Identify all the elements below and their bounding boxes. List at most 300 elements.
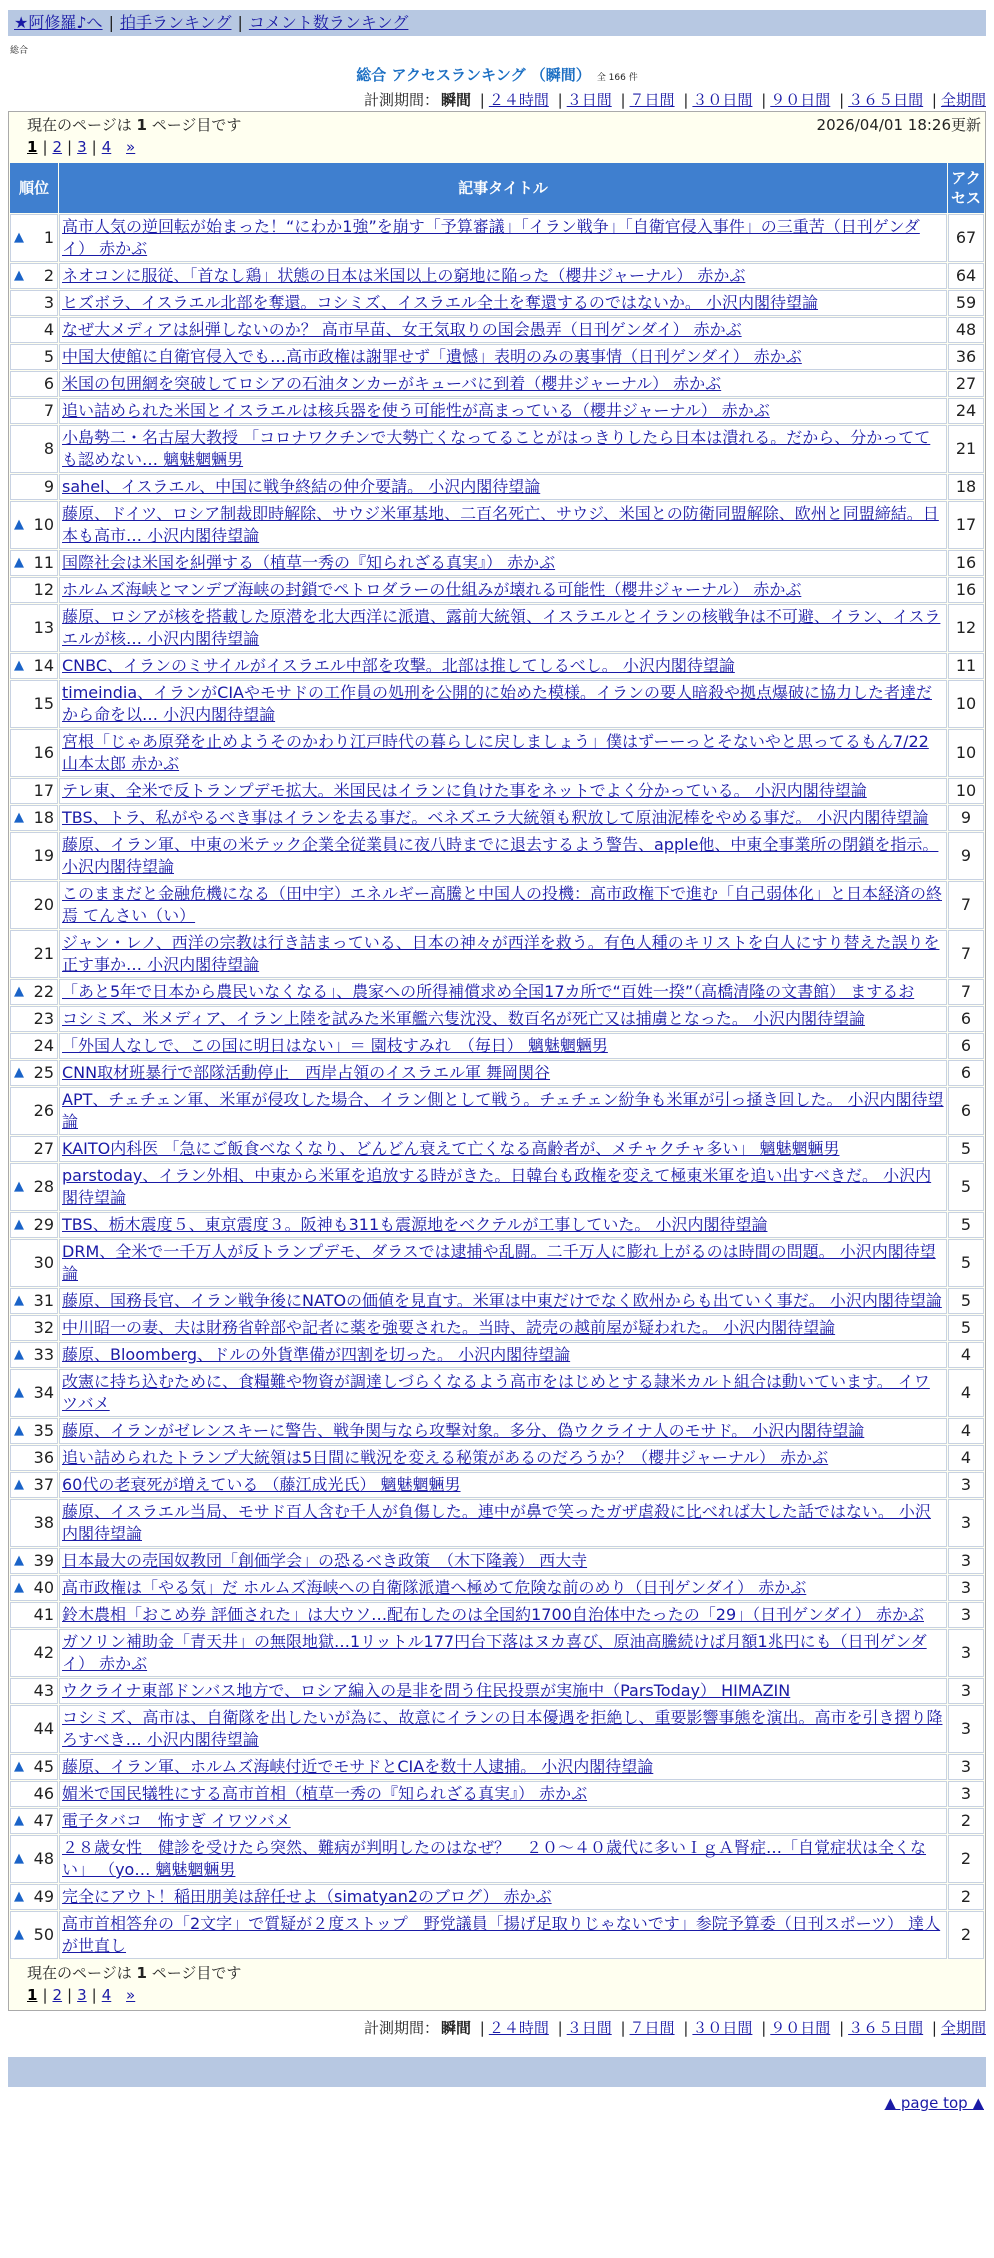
access-count: 67 bbox=[948, 214, 984, 262]
article-title-link[interactable]: ウクライナ東部ドンバス地方で、ロシア編入の是非を問う住民投票が実施中（ParsToday） HIMAZIN bbox=[62, 1681, 791, 1700]
rank-number: 37 bbox=[33, 1475, 54, 1494]
rank-cell bbox=[10, 1060, 58, 1086]
rank-number: 7 bbox=[43, 401, 54, 420]
title-cell bbox=[59, 729, 947, 777]
rank-cell bbox=[10, 1369, 58, 1417]
rank-cell bbox=[10, 1884, 58, 1910]
period-30d-link[interactable]: ３０日間 bbox=[692, 2019, 753, 2037]
period-all-link[interactable]: 全期間 bbox=[940, 2019, 986, 2037]
rank-cell bbox=[10, 729, 58, 777]
access-count: 10 bbox=[948, 778, 984, 804]
table-row bbox=[10, 805, 984, 831]
period-90d-link[interactable]: ９０日間 bbox=[770, 91, 831, 109]
title-cell bbox=[59, 1087, 947, 1135]
rank-number: 28 bbox=[33, 1177, 54, 1196]
table-row bbox=[10, 425, 984, 473]
access-count: 5 bbox=[948, 1239, 984, 1287]
table-row bbox=[10, 1781, 984, 1807]
rank-number: 20 bbox=[33, 895, 54, 914]
rank-cell bbox=[10, 1087, 58, 1135]
page-info-top: 現在のページは 1 ページ目です 2026/04/01 18:26更新 bbox=[27, 116, 981, 134]
rank-number: 24 bbox=[33, 1036, 54, 1055]
title-cell bbox=[59, 1499, 947, 1547]
article-title-link[interactable]: 改憲に持ち込むために、食糧難や物資が調達しづらくなるよう高市をはじめとする隷米カルト組合は動いています。 イワツバメ bbox=[62, 1372, 930, 1413]
rank-up-arrow-icon: ▲ bbox=[14, 1385, 24, 1400]
rank-up-arrow-icon: ▲ bbox=[14, 1423, 24, 1438]
rank-number: 25 bbox=[33, 1063, 54, 1082]
rank-cell bbox=[10, 1006, 58, 1032]
rank-up-arrow-icon: ▲ bbox=[14, 984, 24, 999]
rank-up-arrow-icon: ▲ bbox=[14, 1580, 24, 1595]
table-row bbox=[10, 290, 984, 316]
article-title-link[interactable]: ホルムズ海峡とマンデブ海峡の封鎖でペトロダラーの仕組みが壊れる可能性（櫻井ジャーナル） 赤かぶ bbox=[62, 580, 802, 599]
access-count: 5 bbox=[948, 1136, 984, 1162]
title-cell bbox=[59, 1006, 947, 1032]
access-count: 36 bbox=[948, 344, 984, 370]
rank-up-arrow-icon: ▲ bbox=[14, 555, 24, 570]
article-title-link[interactable]: 藤原、イラン軍、ホルムズ海峡付近でモサドとCIAを数十人逮捕。 小沢内閣待望論 bbox=[62, 1757, 654, 1776]
access-count: 18 bbox=[948, 474, 984, 500]
rank-number: 2 bbox=[43, 266, 54, 285]
access-count: 7 bbox=[948, 979, 984, 1005]
rank-cell bbox=[10, 604, 58, 652]
article-title-link[interactable]: CNBC、イランのミサイルがイスラエル中部を攻撃。北部は推してしるべし。 小沢内閣待望論 bbox=[62, 656, 735, 675]
article-title-link[interactable]: コシミズ、米メディア、イラン上陸を試みた米軍艦六隻沈没、数百名が死亡又は捕虜となった。 小沢内閣待望論 bbox=[62, 1009, 866, 1028]
page-info-bottom: 現在のページは 1 ページ目です bbox=[27, 1964, 242, 1982]
title-cell bbox=[59, 1136, 947, 1162]
title-cell bbox=[59, 1472, 947, 1498]
article-title-link[interactable]: 電子タバコ 怖すぎ イワツバメ bbox=[62, 1811, 291, 1830]
table-row bbox=[10, 1445, 984, 1471]
title-cell bbox=[59, 1060, 947, 1086]
period-365d-link[interactable]: ３６５日間 bbox=[848, 2019, 924, 2037]
table-row bbox=[10, 1212, 984, 1238]
rank-up-arrow-icon: ▲ bbox=[14, 1927, 24, 1942]
table-row bbox=[10, 1087, 984, 1135]
access-count: 5 bbox=[948, 1163, 984, 1211]
access-count: 6 bbox=[948, 1006, 984, 1032]
access-count: 5 bbox=[948, 1288, 984, 1314]
table-row bbox=[10, 1239, 984, 1287]
table-row bbox=[10, 1884, 984, 1910]
page-top-link[interactable]: ▲ page top ▲ bbox=[884, 2094, 984, 2112]
title-cell bbox=[59, 1212, 947, 1238]
table-header-row bbox=[10, 163, 984, 213]
access-count: 9 bbox=[948, 805, 984, 831]
access-count: 3 bbox=[948, 1575, 984, 1601]
rank-up-arrow-icon: ▲ bbox=[14, 268, 24, 283]
rank-number: 9 bbox=[43, 477, 54, 496]
article-title-link[interactable]: KAITO内科医 「急にご飯食べなくなり、どんどん衰えて亡くなる高齢者が、メチャクチャ多い」 魑魅魍魎男 bbox=[62, 1139, 840, 1158]
rank-cell bbox=[10, 1472, 58, 1498]
table-row bbox=[10, 1033, 984, 1059]
title-cell bbox=[59, 1342, 947, 1368]
article-title-link[interactable]: TBS、栃木震度５、東京震度３。阪神も311も震源地をベクテルが工事していた。 小沢内閣待望論 bbox=[62, 1215, 768, 1234]
period-30d-link[interactable]: ３０日間 bbox=[692, 91, 753, 109]
article-title-link[interactable]: 追い詰められたトランプ大統領は5日間に戦況を変える秘策があるのだろうか？（櫻井ジャーナル） 赤かぶ bbox=[62, 1448, 829, 1467]
rank-cell bbox=[10, 832, 58, 880]
article-title-link[interactable]: DRM、全米で一千万人が反トランプデモ、ダラスでは逮捕や乱闘。二千万人に膨れ上がるのは時間の問題。 小沢内閣待望論 bbox=[62, 1242, 936, 1283]
article-title-link[interactable]: 鈴木農相「おこめ券 評価された」は大ウソ…配布したのは全国約1700自治体中たったの「29」（日刊ゲンダイ） 赤かぶ bbox=[62, 1605, 924, 1624]
article-title-link[interactable]: 藤原、イラン軍、中東の米テック企業全従業員に夜八時までに退去するよう警告、apple他、中東全事業所の閉鎖を指示。 小沢内閣待望論 bbox=[62, 835, 939, 876]
rank-up-arrow-icon: ▲ bbox=[14, 810, 24, 825]
table-row bbox=[10, 577, 984, 603]
pager-current: 1 bbox=[27, 138, 38, 156]
rank-number: 5 bbox=[43, 347, 54, 366]
rank-number: 46 bbox=[33, 1784, 54, 1803]
rank-up-arrow-icon: ▲ bbox=[14, 658, 24, 673]
access-count: 10 bbox=[948, 680, 984, 728]
rank-number: 35 bbox=[33, 1421, 54, 1440]
access-count: 4 bbox=[948, 1342, 984, 1368]
access-count: 10 bbox=[948, 729, 984, 777]
rank-cell bbox=[10, 680, 58, 728]
access-count: 5 bbox=[948, 1315, 984, 1341]
rank-cell bbox=[10, 1315, 58, 1341]
bottom-bar bbox=[8, 2057, 986, 2087]
table-row bbox=[10, 1060, 984, 1086]
access-count: 12 bbox=[948, 604, 984, 652]
title-cell bbox=[59, 1835, 947, 1883]
article-title-link[interactable]: 藤原、国務長官、イラン戦争後にNATOの価値を見直す。米軍は中東だけでなく欧州からも出ていく事だ。 小沢内閣待望論 bbox=[62, 1291, 942, 1310]
table-row bbox=[10, 317, 984, 343]
updated-time: 2026/04/01 18:26更新 bbox=[816, 116, 981, 134]
article-title-link[interactable]: 藤原、Bloomberg、ドルの外貨準備が四割を切った。 小沢内閣待望論 bbox=[62, 1345, 571, 1364]
period-label: 計測期間： bbox=[363, 91, 439, 109]
article-title-link[interactable]: 高市政権は「やる気」だ ホルムズ海峡への自衛隊派遣へ極めて危険な前のめり（日刊ゲンダイ） 赤かぶ bbox=[62, 1578, 807, 1597]
table-row bbox=[10, 1808, 984, 1834]
title-cell bbox=[59, 604, 947, 652]
article-title-link[interactable]: 藤原、イランがゼレンスキーに警告、戦争関与なら攻撃対象。多分、偽ウクライナ人のモサド。 小沢内閣待望論 bbox=[62, 1421, 865, 1440]
rank-cell bbox=[10, 979, 58, 1005]
title-cell bbox=[59, 1548, 947, 1574]
access-count: 3 bbox=[948, 1472, 984, 1498]
rank-number: 39 bbox=[33, 1551, 54, 1570]
rank-cell bbox=[10, 1418, 58, 1444]
access-count: 3 bbox=[948, 1629, 984, 1677]
access-count: 6 bbox=[948, 1087, 984, 1135]
rank-number: 12 bbox=[33, 580, 54, 599]
rank-number: 18 bbox=[33, 808, 54, 827]
title-cell bbox=[59, 979, 947, 1005]
title-cell bbox=[59, 290, 947, 316]
rank-up-arrow-icon: ▲ bbox=[14, 1179, 24, 1194]
access-count: 2 bbox=[948, 1884, 984, 1910]
rank-cell bbox=[10, 930, 58, 978]
article-title-link[interactable]: 「外国人なしで、この国に明日はない」＝ 園枝すみれ （毎日） 魑魅魍魎男 bbox=[62, 1036, 608, 1055]
title-cell bbox=[59, 1163, 947, 1211]
article-title-link[interactable]: parstoday、イラン外相、中東から米軍を追放する時がきた。日韓台も政権を変えて極東米軍を追い出すべきだ。 小沢内閣待望論 bbox=[62, 1166, 932, 1207]
article-title-link[interactable]: 米国の包囲網を突破してロシアの石油タンカーがキューバに到着（櫻井ジャーナル） 赤かぶ bbox=[62, 374, 722, 393]
article-title-link[interactable]: ジャン・レノ、西洋の宗教は行き詰まっている、日本の神々が西洋を救う。有色人種のキリストを白人にすり替えた誤りを正す事か… 小沢内閣待望論 bbox=[62, 933, 940, 974]
rank-up-arrow-icon: ▲ bbox=[14, 230, 24, 245]
table-row bbox=[10, 371, 984, 397]
title-cell bbox=[59, 317, 947, 343]
article-title-link[interactable]: ガソリン補助金「青天井」の無限地獄…1リットル177円台下落はヌカ喜び、原油高騰続けば月額1兆円にも（日刊ゲンダイ） 赤かぶ bbox=[62, 1632, 927, 1673]
access-count: 9 bbox=[948, 832, 984, 880]
article-title-link[interactable]: 完全にアウト！稲田朋美は辞任せよ（simatyan2のブログ） 赤かぶ bbox=[62, 1887, 552, 1906]
rank-cell bbox=[10, 1705, 58, 1753]
applause-ranking-link[interactable]: 拍手ランキング bbox=[119, 12, 232, 32]
article-title-link[interactable]: 60代の老衰死が増えている （藤江成光氏） 魑魅魍魎男 bbox=[62, 1475, 461, 1494]
table-row bbox=[10, 979, 984, 1005]
rank-number: 47 bbox=[33, 1811, 54, 1830]
col-title-header: 記事タイトル bbox=[59, 163, 947, 213]
rank-number: 1 bbox=[43, 228, 54, 247]
article-title-link[interactable]: CNN取材班暴行で部隊活動停止 西岸占領のイスラエル軍 舞岡関谷 bbox=[62, 1063, 551, 1082]
article-title-link[interactable]: TBS、トラ、私がやるべき事はイランを去る事だ。ベネズエラ大統領も釈放して原油泥棒をやめる事だ。 小沢内閣待望論 bbox=[62, 808, 929, 827]
title-cell bbox=[59, 1288, 947, 1314]
rank-number: 30 bbox=[33, 1253, 54, 1272]
table-row bbox=[10, 1911, 984, 1959]
rank-number: 16 bbox=[33, 743, 54, 762]
rank-number: 17 bbox=[33, 781, 54, 800]
article-title-link[interactable]: このままだと金融危機になる（田中宇）エネルギー高騰と中国人の投機：高市政権下で進む「自己弱体化」と日本経済の終焉 てんさい（い） bbox=[62, 884, 943, 925]
table-row bbox=[10, 398, 984, 424]
title-cell bbox=[59, 344, 947, 370]
rank-cell bbox=[10, 778, 58, 804]
nav-separator: | bbox=[108, 12, 114, 32]
rank-up-arrow-icon: ▲ bbox=[14, 1477, 24, 1492]
access-count: 2 bbox=[948, 1911, 984, 1959]
period-90d-link[interactable]: ９０日間 bbox=[770, 2019, 831, 2037]
home-link[interactable]: ★阿修羅♪へ bbox=[14, 12, 103, 32]
rank-number: 27 bbox=[33, 1139, 54, 1158]
rank-number: 50 bbox=[33, 1925, 54, 1944]
rank-cell bbox=[10, 1163, 58, 1211]
rank-number: 3 bbox=[43, 293, 54, 312]
title-cell bbox=[59, 1629, 947, 1677]
access-count: 17 bbox=[948, 501, 984, 549]
table-row bbox=[10, 1754, 984, 1780]
rank-number: 13 bbox=[33, 618, 54, 637]
table-row bbox=[10, 604, 984, 652]
category-label: 総合 bbox=[10, 46, 29, 56]
title-cell bbox=[59, 577, 947, 603]
pager-next[interactable]: » bbox=[126, 1986, 136, 2004]
rank-number: 34 bbox=[33, 1383, 54, 1402]
article-title-link[interactable]: 中川昭一の妻、夫は財務省幹部や記者に薬を強要された。当時、読売の越前屋が疑われた。 小沢内閣待望論 bbox=[62, 1318, 836, 1337]
pager-page-2[interactable]: 2 bbox=[52, 1986, 63, 2004]
rank-cell bbox=[10, 1212, 58, 1238]
rank-number: 42 bbox=[33, 1643, 54, 1662]
title-cell bbox=[59, 263, 947, 289]
rank-cell bbox=[10, 398, 58, 424]
article-title-link[interactable]: sahel、イスラエル、中国に戦争終結の仲介要請。 小沢内閣待望論 bbox=[62, 477, 541, 496]
rank-up-arrow-icon: ▲ bbox=[14, 1851, 24, 1866]
table-row bbox=[10, 680, 984, 728]
rank-up-arrow-icon: ▲ bbox=[14, 1347, 24, 1362]
article-title-link[interactable]: 中国大使館に自衛官侵入でも…高市政権は謝罪せず「遺憾」表明のみの裏事情（日刊ゲンダイ） 赤かぶ bbox=[62, 347, 802, 366]
rank-number: 29 bbox=[33, 1215, 54, 1234]
title-cell bbox=[59, 474, 947, 500]
period-7d-link[interactable]: ７日間 bbox=[629, 2019, 675, 2037]
table-row bbox=[10, 930, 984, 978]
table-row bbox=[10, 344, 984, 370]
table-row bbox=[10, 729, 984, 777]
pager-bottom: 1 | 2 | 3 | 4 » bbox=[27, 1986, 136, 2004]
period-24h-link[interactable]: ２４時間 bbox=[488, 2019, 549, 2037]
rank-cell bbox=[10, 1136, 58, 1162]
table-row bbox=[10, 1315, 984, 1341]
rank-up-arrow-icon: ▲ bbox=[14, 1065, 24, 1080]
col-rank-header: 順位 bbox=[10, 163, 58, 213]
pager-next[interactable]: » bbox=[126, 138, 136, 156]
period-current: 瞬間 bbox=[440, 91, 471, 109]
access-count: 16 bbox=[948, 577, 984, 603]
title-cell bbox=[59, 653, 947, 679]
title-cell bbox=[59, 680, 947, 728]
access-count: 2 bbox=[948, 1835, 984, 1883]
access-count: 24 bbox=[948, 398, 984, 424]
pager-page-2[interactable]: 2 bbox=[52, 138, 63, 156]
rank-cell bbox=[10, 577, 58, 603]
title-cell bbox=[59, 1884, 947, 1910]
article-title-link[interactable]: 高市人気の逆回転が始まった！“にわか1強”を崩す「予算審議」「イラン戦争」「自衛官侵入事件」の三重苦（日刊ゲンダイ） 赤かぶ bbox=[62, 217, 920, 258]
period-3d-link[interactable]: ３日間 bbox=[566, 91, 612, 109]
rank-number: 21 bbox=[33, 944, 54, 963]
rank-up-arrow-icon: ▲ bbox=[14, 1293, 24, 1308]
article-title-link[interactable]: 藤原、イスラエル当局、モサド百人含む千人が負傷した。連中が鼻で笑ったガザ虐殺に比べれば大した話ではない。 小沢内閣待望論 bbox=[62, 1502, 931, 1543]
access-count: 64 bbox=[948, 263, 984, 289]
rank-number: 38 bbox=[33, 1513, 54, 1532]
pager-page-4[interactable]: 4 bbox=[101, 1986, 112, 2004]
article-title-link[interactable]: 高市首相答弁の「2文字」で質疑が２度ストップ 野党議員「揚げ足取りじゃないです」参院予算委（日刊スポーツ） 達人が世直し bbox=[62, 1914, 941, 1955]
table-row bbox=[10, 263, 984, 289]
article-title-link[interactable]: なぜ大メディアは糾弾しないのか？ 高市早苗、女王気取りの国会愚弄（日刊ゲンダイ） 赤かぶ bbox=[62, 320, 742, 339]
article-title-link[interactable]: 宮根「じゃあ原発を止めようそのかわり江戸時代の暮らしに戻しましょう」僕はずーーっとそないやと思ってるもん7/22山本太郎 赤かぶ bbox=[62, 732, 929, 773]
article-title-link[interactable]: 藤原、ロシアが核を搭載した原潜を北大西洋に派遣、露前大統領、イスラエルとイランの核戦争は不可避、イラン、イスラエルが核… 小沢内閣待望論 bbox=[62, 607, 941, 648]
rank-number: 49 bbox=[33, 1887, 54, 1906]
nav-separator: | bbox=[237, 12, 243, 32]
rank-cell bbox=[10, 1678, 58, 1704]
title-cell bbox=[59, 1705, 947, 1753]
article-title-link[interactable]: 国際社会は米国を糾弾する（植草一秀の『知られざる真実』） 赤かぶ bbox=[62, 553, 556, 572]
comment-ranking-link[interactable]: コメント数ランキング bbox=[248, 12, 409, 32]
rank-cell bbox=[10, 263, 58, 289]
article-title-link[interactable]: ヒズボラ、イスラエル北部を奪還。コシミズ、イスラエル全土を奪還するのではないか。 小沢内閣待望論 bbox=[62, 293, 818, 312]
article-title-link[interactable]: ２８歳女性 健診を受けたら突然、難病が判明したのはなぜ？ ２０～４０歳代に多いＩｇＡ腎症…「自覚症状は全くない」 （yo… 魑魅魍魎男 bbox=[62, 1838, 927, 1879]
article-title-link[interactable]: 追い詰められた米国とイスラエルは核兵器を使う可能性が高まっている（櫻井ジャーナル） 赤かぶ bbox=[62, 401, 770, 420]
title-cell bbox=[59, 1808, 947, 1834]
article-title-link[interactable]: 小島勢二・名古屋大教授 「コロナワクチンで大勢亡くなってることがはっきりしたら日本は潰れる。だから、分かってても認めない… 魑魅魍魎男 bbox=[62, 428, 931, 469]
access-count: 48 bbox=[948, 317, 984, 343]
title-cell bbox=[59, 425, 947, 473]
title-cell bbox=[59, 501, 947, 549]
rank-cell bbox=[10, 1629, 58, 1677]
access-count: 4 bbox=[948, 1369, 984, 1417]
table-row bbox=[10, 1342, 984, 1368]
title-cell bbox=[59, 1602, 947, 1628]
rank-cell bbox=[10, 1911, 58, 1959]
article-title-link[interactable]: 日本最大の売国奴教団「創価学会」の恐るべき政策 （木下隆義） 西大寺 bbox=[62, 1551, 588, 1570]
pager-page-3[interactable]: 3 bbox=[77, 1986, 87, 2004]
period-selector-bottom: 計測期間： 瞬間 | ２４時間 | ３日間 | ７日間 | ３０日間 | ９０日間 | ３６５日間 | 全期間 bbox=[363, 2019, 986, 2037]
period-24h-link[interactable]: ２４時間 bbox=[488, 91, 549, 109]
period-all-link[interactable]: 全期間 bbox=[940, 91, 986, 109]
article-title-link[interactable]: テレ東、全米で反トランプデモ拡大。米国民はイランに負けた事をネットでよく分かっている。 小沢内閣待望論 bbox=[62, 781, 867, 800]
table-row bbox=[10, 1835, 984, 1883]
rank-number: 43 bbox=[33, 1681, 54, 1700]
access-count: 5 bbox=[948, 1212, 984, 1238]
period-current: 瞬間 bbox=[440, 2019, 471, 2037]
title-cell bbox=[59, 1315, 947, 1341]
table-row bbox=[10, 474, 984, 500]
table-row bbox=[10, 550, 984, 576]
rank-number: 22 bbox=[33, 982, 54, 1001]
article-title-link[interactable]: コシミズ、高市は、自衛隊を出したいが為に、故意にイランの日本優遇を拒絶し、重要影響事態を演出。高市を引き摺り降ろすべき… 小沢内閣待望論 bbox=[62, 1708, 943, 1749]
access-count: 16 bbox=[948, 550, 984, 576]
rank-number: 15 bbox=[33, 694, 54, 713]
article-title-link[interactable]: APT、チェチェン軍、米軍が侵攻した場合、イラン側として戦う。チェチェン紛争も米軍が引っ掻き回した。 小沢内閣待望論 bbox=[62, 1090, 944, 1131]
period-365d-link[interactable]: ３６５日間 bbox=[848, 91, 924, 109]
access-count: 3 bbox=[948, 1548, 984, 1574]
rank-cell bbox=[10, 1548, 58, 1574]
top-nav-bar bbox=[8, 10, 986, 36]
rank-number: 44 bbox=[33, 1719, 54, 1738]
access-count: 3 bbox=[948, 1754, 984, 1780]
title-cell bbox=[59, 371, 947, 397]
table-row bbox=[10, 1705, 984, 1753]
rank-cell bbox=[10, 501, 58, 549]
ranking-panel bbox=[8, 111, 986, 2011]
title-cell bbox=[59, 930, 947, 978]
title-cell bbox=[59, 832, 947, 880]
table-row bbox=[10, 778, 984, 804]
title-cell bbox=[59, 1781, 947, 1807]
table-row bbox=[10, 1288, 984, 1314]
table-row bbox=[10, 1575, 984, 1601]
rank-number: 48 bbox=[33, 1849, 54, 1868]
table-row bbox=[10, 832, 984, 880]
table-row bbox=[10, 1678, 984, 1704]
article-title-link[interactable]: 「あと5年で日本から農民いなくなる」、農家への所得補償求め全国17カ所で“百姓一揆”（高橋清隆の文書館） まするお bbox=[62, 982, 915, 1001]
total-count: 全 166 件 bbox=[596, 73, 638, 83]
rank-cell bbox=[10, 1808, 58, 1834]
period-7d-link[interactable]: ７日間 bbox=[629, 91, 675, 109]
article-title-link[interactable]: 藤原、ドイツ、ロシア制裁即時解除、サウジ米軍基地、二百名死亡、サウジ、米国との防衛同盟解除、欧州と同盟締結。日本も高市… 小沢内閣待望論 bbox=[62, 504, 939, 545]
rank-number: 31 bbox=[33, 1291, 54, 1310]
title-cell bbox=[59, 1445, 947, 1471]
pager-page-4[interactable]: 4 bbox=[101, 138, 112, 156]
pager-page-3[interactable]: 3 bbox=[77, 138, 87, 156]
ranking-table bbox=[9, 162, 985, 1960]
rank-cell bbox=[10, 371, 58, 397]
pager-current: 1 bbox=[27, 1986, 38, 2004]
rank-cell bbox=[10, 1575, 58, 1601]
rank-cell bbox=[10, 317, 58, 343]
rank-cell bbox=[10, 1781, 58, 1807]
rank-number: 8 bbox=[43, 439, 54, 458]
article-title-link[interactable]: 媚米で国民犠牲にする高市首相（植草一秀の『知られざる真実』） 赤かぶ bbox=[62, 1784, 588, 1803]
rank-number: 33 bbox=[33, 1345, 54, 1364]
rank-number: 6 bbox=[43, 374, 54, 393]
period-3d-link[interactable]: ３日間 bbox=[566, 2019, 612, 2037]
access-count: 2 bbox=[948, 1808, 984, 1834]
article-title-link[interactable]: timeindia、イランがCIAやモサドの工作員の処刑を公開的に始めた模様。イランの要人暗殺や拠点爆破に協力した者達だから命を以… 小沢内閣待望論 bbox=[62, 683, 932, 724]
rank-up-arrow-icon: ▲ bbox=[14, 1759, 24, 1774]
ranking-table-body bbox=[10, 214, 984, 1959]
article-title-link[interactable]: ネオコンに服従、「首なし鶏」状態の日本は米国以上の窮地に陥った（櫻井ジャーナル） 赤かぶ bbox=[62, 266, 746, 285]
rank-number: 45 bbox=[33, 1757, 54, 1776]
table-row bbox=[10, 1163, 984, 1211]
access-count: 3 bbox=[948, 1705, 984, 1753]
rank-number: 36 bbox=[33, 1448, 54, 1467]
access-count: 3 bbox=[948, 1602, 984, 1628]
table-row bbox=[10, 1006, 984, 1032]
table-row bbox=[10, 1629, 984, 1677]
access-count: 4 bbox=[948, 1418, 984, 1444]
